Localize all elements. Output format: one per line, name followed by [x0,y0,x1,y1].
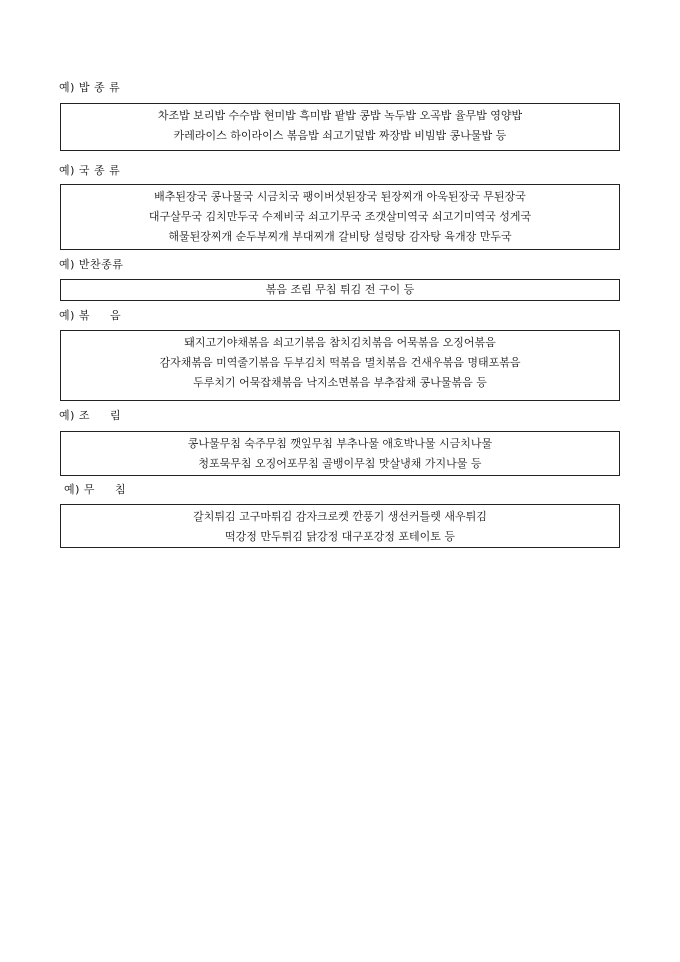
section-label-stir-fry: 예) 볶 음 [59,309,122,322]
section-line: 볶음 조림 무침 튀김 전 구이 등 [265,283,415,296]
section-box-rice [60,103,620,151]
section-label-side-dish: 예) 반찬종류 [59,258,124,271]
section-line: 차조밥 보리밥 수수밥 현미밥 흑미밥 팥밥 콩밥 녹두밥 오곡밥 율무밥 영양밥 [157,109,523,122]
section-line: 감자채볶음 미역줄기볶음 두부김치 떡볶음 멸치볶음 건새우볶음 명태포볶음 [159,356,521,369]
section-label-braise: 예) 조 림 [59,409,122,422]
section-label-soup: 예) 국 종 류 [59,164,121,177]
section-line: 배추된장국 콩나물국 시금치국 팽이버섯된장국 된장찌개 아욱된장국 무된장국 [154,190,526,203]
section-line: 떡강정 만두튀김 닭강정 대구포강정 포테이토 등 [224,530,455,543]
section-line: 콩나물무침 숙주무침 깻잎무침 부추나물 애호박나물 시금치나물 [187,437,493,450]
section-label-seasoned: 예) 무 침 [64,483,127,496]
section-line: 카레라이스 하이라이스 볶음밥 쇠고기덮밥 짜장밥 비빔밥 콩나물밥 등 [173,129,507,142]
section-box-side-dish [60,279,620,301]
section-line: 해물된장찌개 순두부찌개 부대찌개 갈비탕 설렁탕 감자탕 육개장 만두국 [168,230,512,243]
section-line: 돼지고기야채볶음 쇠고기볶음 참치김치볶음 어묵볶음 오징어볶음 [184,336,496,349]
section-box-stir-fry [60,330,620,401]
section-line: 청포묵무침 오징어포무침 골뱅이무침 맛살냉채 가지나물 등 [198,457,482,470]
section-line: 대구살무국 김치만두국 수제비국 쇠고기무국 조갯살미역국 쇠고기미역국 성게국 [148,210,532,223]
section-box-seasoned [60,504,620,548]
section-label-rice: 예) 밥 종 류 [59,81,121,94]
section-box-braise [60,431,620,476]
section-line: 두루치기 어묵잡채볶음 낙지소면볶음 부추잡채 콩나물볶음 등 [193,376,487,389]
section-line: 갈치튀김 고구마튀김 감자크로켓 깐풍기 생선커틀렛 새우튀김 [193,510,487,523]
section-box-soup [60,184,620,250]
